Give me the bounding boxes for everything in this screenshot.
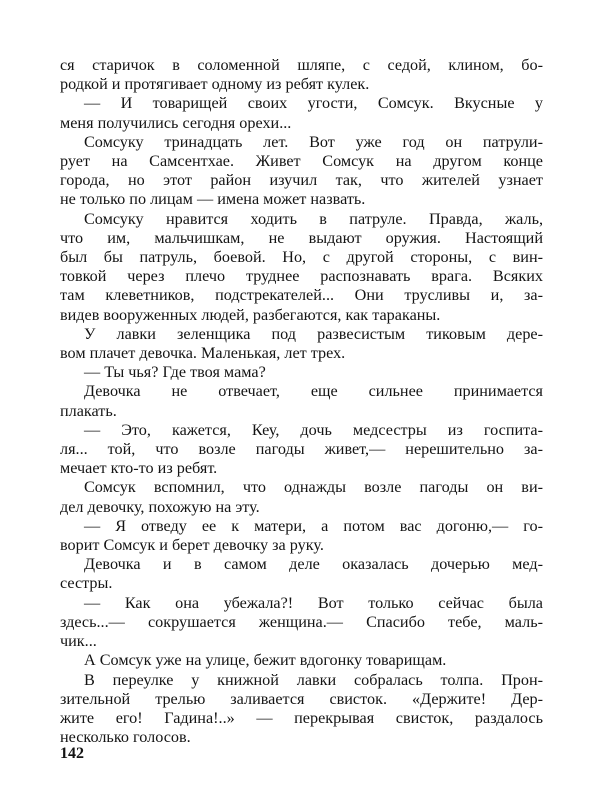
text-line: — И товарищей своих угости, Сомсук. Вкусные у (84, 94, 543, 113)
text-line: меня получились сегодня орехи... (60, 113, 292, 132)
text-line: чик... (60, 632, 97, 651)
text-line: рует на Самсентхае. Живет Сомсук на другом конце (60, 152, 543, 171)
text-line: — Я отведу ее к матери, а потом вас догоню,— го- (84, 516, 543, 535)
text-line: зительной трелью заливается свисток. «Держите! Дер- (60, 689, 543, 708)
text-line: города, но этот район изучил так, что жителей узнает (60, 171, 543, 190)
text-line: что им, мальчишкам, не выдают оружия. Настоящий (60, 228, 543, 247)
page-number: 142 (60, 745, 84, 762)
text-line: ля... той, что возле пагоды живет,— нерешительно за- (60, 440, 543, 459)
text-line: несколько голосов. (60, 728, 191, 747)
text-line: родкой и протягивает одному из ребят кулек. (60, 75, 370, 94)
text-line: сестры. (60, 574, 113, 593)
text-line: там клеветников, подстрекателей... Они трусливы и, за- (60, 286, 543, 305)
text-line: здесь...— сокрушается женщина.— Спасибо тебе, маль- (60, 612, 543, 631)
text-line: ворит Сомсук и берет девочку за руку. (60, 536, 324, 555)
text-line: жите его! Гадина!..» — перекрывая свисток, раздалось (60, 708, 543, 727)
text-line: ся старичок в соломенной шляпе, с седой, клином, бо- (60, 56, 543, 74)
text-line: У лавки зеленщика под развесистым тиковым дере- (84, 324, 543, 343)
text-line: был бы патруль, боевой. Но, с другой стороны, с вин- (60, 248, 543, 267)
text-line: В переулке у книжной лавки собралась толпа. Прон- (84, 670, 543, 689)
text-line: мечает кто-то из ребят. (60, 459, 218, 478)
text-line: вом плачет девочка. Маленькая, лет трех. (60, 344, 346, 363)
text-line: — Ты чья? Где твоя мама? (84, 363, 266, 382)
text-line: Девочка не отвечает, еще сильнее принимается (84, 382, 543, 401)
text-line: — Это, кажется, Кеу, дочь медсестры из госпита- (84, 420, 543, 439)
text-line: не только по лицам — имена может назвать. (60, 190, 366, 209)
text-line: Сомсуку нравится ходить в патруле. Правда, жаль, (84, 209, 543, 228)
text-line: дел девочку, похожую на эту. (60, 497, 260, 516)
text-line: видев вооруженных людей, разбегаются, как тараканы. (60, 305, 441, 324)
text-line: — Как она убежала?! Вот только сейчас была (84, 593, 543, 612)
text-line: А Сомсук уже на улице, бежит вдогонку товарищам. (84, 651, 447, 670)
page-body-text (60, 56, 543, 747)
text-line: плакать. (60, 401, 117, 420)
text-line: Сомсуку тринадцать лет. Вот уже год он патрули- (84, 132, 543, 151)
text-line: товкой через плечо труднее распознавать врага. Всяких (60, 267, 543, 286)
text-line: Сомсук вспомнил, что однажды возле пагоды он ви- (84, 478, 543, 497)
text-line: Девочка и в самом деле оказалась дочерью мед- (84, 555, 543, 574)
